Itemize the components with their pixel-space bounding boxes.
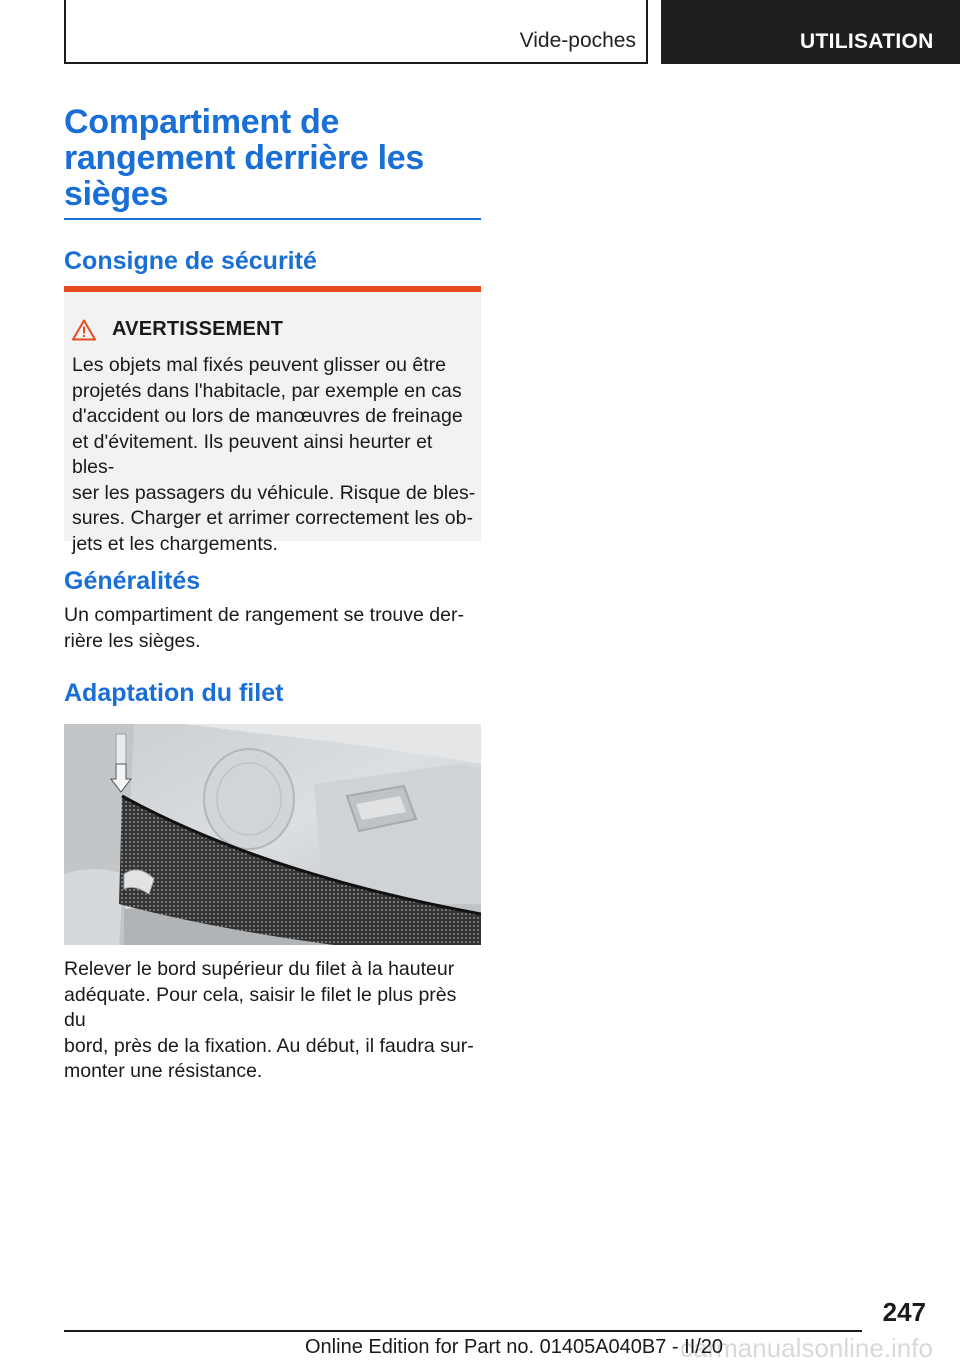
net-heading: Adaptation du filet bbox=[64, 679, 284, 707]
header-section-label: Vide-poches bbox=[519, 29, 636, 52]
footer-divider bbox=[64, 1330, 862, 1332]
net-line: adéquate. Pour cela, saisir le filet le plus près du bbox=[64, 983, 457, 1031]
cargo-net-photo bbox=[64, 724, 481, 945]
warning-text bbox=[72, 353, 477, 557]
warning-line: Les objets mal fixés peuvent glisser ou être bbox=[72, 354, 446, 376]
warning-header bbox=[72, 318, 283, 341]
edition-note: Online Edition for Part no. 01405A040B7 - II/20 bbox=[305, 1336, 724, 1358]
warning-line: jets et les chargements. bbox=[72, 532, 278, 555]
general-heading: Généralités bbox=[64, 567, 201, 595]
net-text bbox=[64, 957, 481, 1085]
general-line: rière les sièges. bbox=[64, 629, 201, 652]
safety-heading: Consigne de sécurité bbox=[64, 247, 317, 275]
watermark: carmanualsonline.info bbox=[680, 1333, 933, 1363]
page-title bbox=[64, 104, 481, 212]
general-line: Un compartiment de rangement se trouve der- bbox=[64, 604, 464, 626]
net-line: bord, près de la fixation. Au début, il faudra sur- bbox=[64, 1034, 474, 1057]
title-line: Compartiment de bbox=[64, 103, 340, 141]
title-line: rangement derrière les bbox=[64, 139, 425, 177]
warning-line: d'accident ou lors de manœuvres de freinage bbox=[72, 405, 463, 427]
warning-line: projetés dans l'habitacle, par exemple en cas bbox=[72, 379, 462, 402]
page-number: 247 bbox=[882, 1297, 926, 1327]
warning-triangle-icon bbox=[72, 319, 96, 341]
warning-label: AVERTISSEMENT bbox=[112, 318, 284, 340]
general-text bbox=[64, 603, 481, 654]
warning-line: et d'évitement. Ils peuvent ainsi heurter et bles- bbox=[72, 430, 433, 478]
net-line: monter une résistance. bbox=[64, 1060, 263, 1082]
warning-line: sures. Charger et arrimer correctement les ob- bbox=[72, 507, 473, 529]
header-chapter-label: UTILISATION bbox=[800, 30, 934, 53]
title-line: sièges bbox=[64, 175, 169, 213]
warning-line: ser les passagers du véhicule. Risque de bles- bbox=[72, 481, 476, 504]
title-divider bbox=[64, 218, 481, 220]
header-chapter-tab bbox=[661, 0, 960, 64]
net-line: Relever le bord supérieur du filet à la hauteur bbox=[64, 958, 455, 980]
warning-box bbox=[64, 286, 481, 555]
